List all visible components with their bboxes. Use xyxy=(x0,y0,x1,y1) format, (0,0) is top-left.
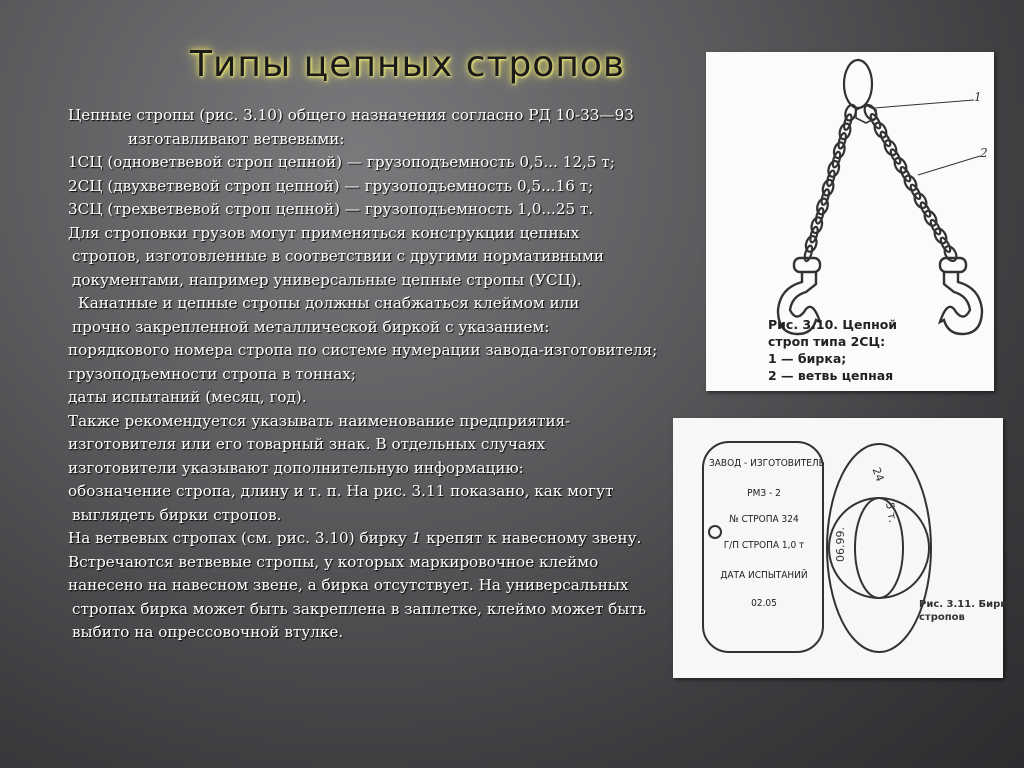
text-line: 2СЦ (двухветвевой строп цепной) — грузоподъемность 0,5...16 т; xyxy=(68,176,594,195)
text-line: грузоподъемности стропа в тоннах; xyxy=(68,364,356,383)
ring-text: 5 т. xyxy=(883,501,900,524)
caption-line: 1 — бирка; xyxy=(768,351,847,366)
text-line: документами, например универсальные цепные стропы (УСЦ). xyxy=(72,270,582,289)
chain-link xyxy=(843,114,853,131)
label-2: 2 xyxy=(980,146,988,160)
text-line: Канатные и цепные стропы должны снабжаться клеймом или xyxy=(78,294,580,312)
text-part: На ветвевых стропах (см. рис. 3.10) бирку xyxy=(68,529,407,547)
tag-line: № СТРОПА 324 xyxy=(729,514,799,525)
text-line: стропов, изготовленные в соответствии с другими нормативными xyxy=(72,247,604,265)
chain-link xyxy=(815,207,825,224)
ring-text: 24 xyxy=(869,465,887,484)
ring-text: 06.99. xyxy=(834,527,847,562)
caption-line: Рис. 3.11. Бирки xyxy=(919,599,1015,610)
chain-link xyxy=(803,245,813,262)
slide-title: Типы цепных стропов xyxy=(190,44,626,85)
text-line: прочно закрепленной металлической биркой с указанием: xyxy=(72,317,550,336)
tag-hole xyxy=(709,526,721,538)
chain-link xyxy=(809,226,819,243)
figure-sling-tags xyxy=(673,418,1015,678)
figure-chain-sling xyxy=(706,52,994,391)
caption-line: стропов xyxy=(919,612,965,623)
figure1-caption xyxy=(768,316,990,384)
text-line: нанесено на навесном звене, а бирка отсутствует. На универсальных xyxy=(68,576,629,594)
text-line: Для строповки грузов могут применяться конструкции цепных xyxy=(68,223,580,242)
text-line: Цепные стропы (рис. 3.10) общего назначения согласно РД 10-33—93 xyxy=(68,106,634,124)
chain-link xyxy=(820,189,830,206)
text-part: 1 xyxy=(411,529,422,547)
text-line xyxy=(68,527,688,551)
text-line: выбито на опрессовочной втулке. xyxy=(72,623,344,641)
text-line: Также рекомендуется указывать наименование предприятия- xyxy=(68,411,571,430)
text-line: изготавливают ветвевыми: xyxy=(128,129,345,148)
text-line: изготовителя или его товарный знак. В отдельных случаях xyxy=(68,435,546,453)
figure2-caption xyxy=(919,598,1015,624)
label-1: 1 xyxy=(974,90,982,104)
tag-line: Г/П СТРОПА 1,0 т xyxy=(723,540,805,551)
tag-line: ЗАВОД - ИЗГОТОВИТЕЛЬ xyxy=(709,458,825,469)
text-part: крепят к навесному звену. xyxy=(426,529,642,547)
chain-link xyxy=(837,132,847,149)
text-line: стропах бирка может быть закреплена в заплетке, клеймо может быть xyxy=(72,599,646,618)
tag-line: ДАТА ИСПЫТАНИЙ xyxy=(720,570,808,581)
text-line: выглядеть бирки стропов. xyxy=(72,505,282,524)
body-text xyxy=(68,104,688,645)
caption-line: строп типа 2СЦ: xyxy=(768,334,886,349)
caption-line: 2 — ветвь цепная xyxy=(768,368,894,383)
text-line: изготовители указывают дополнительную информацию: xyxy=(68,458,524,477)
text-line: даты испытаний (месяц, год). xyxy=(68,388,307,406)
chain-link xyxy=(826,170,836,187)
text-line: обозначение стропа, длину и т. п. На рис. 3.11 показано, как могут xyxy=(68,482,614,500)
text-line: Встречаются ветвевые стропы, у которых маркировочное клеймо xyxy=(68,552,599,571)
text-line: 1СЦ (одноветвевой строп цепной) — грузоподъемность 0,5... 12,5 т; xyxy=(68,153,615,171)
chain-link xyxy=(831,151,841,168)
caption-line: Рис. 3.10. Цепной xyxy=(768,317,898,332)
tag-line: РМЗ - 2 xyxy=(747,488,781,499)
text-line: порядкового номера стропа по системе нумерации завода-изготовителя; xyxy=(68,341,658,359)
master-link xyxy=(844,60,872,108)
chain-link xyxy=(942,244,959,263)
tag-line: 02.05 xyxy=(751,598,777,609)
text-line: 3СЦ (трехветвевой строп цепной) — грузоподъемность 1,0...25 т. xyxy=(68,200,594,218)
